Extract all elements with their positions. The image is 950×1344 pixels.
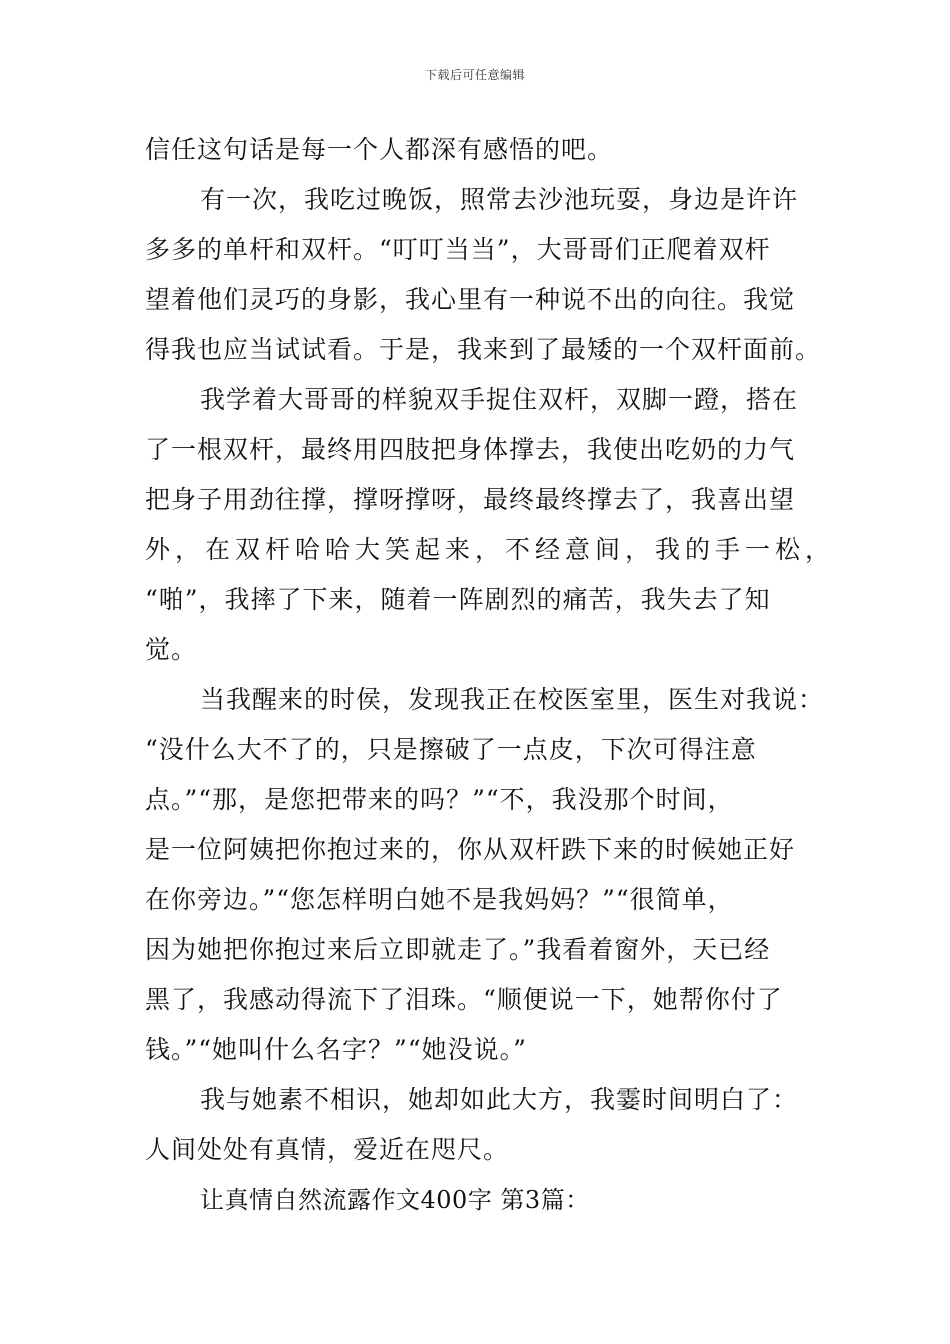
text-line: 信任这句话是每一个人都深有感悟的吧。	[145, 135, 614, 164]
section-heading: 让真情自然流露作文400字 第3篇：	[200, 1186, 590, 1214]
text-line: 外，在双杆哈哈大笑起来，不经意间，我的手一松，	[145, 535, 836, 564]
text-line: 黑了，我感动得流下了泪珠。“顺便说一下，她帮你付了	[145, 985, 783, 1014]
text-line: 是一位阿姨把你抱过来的，你从双杆跌下来的时候她正好	[145, 835, 796, 864]
text-line: 在你旁边。”“您怎样明白她不是我妈妈？”“很简单，	[145, 885, 734, 914]
text-line: 觉。	[145, 635, 198, 664]
text-line: 当我醒来的时侯，发现我正在校医室里，医生对我说：	[200, 685, 825, 714]
text-line: 把身子用劲往撑，撑呀撑呀，最终最终撑去了，我喜出望	[145, 485, 796, 514]
text-line: 我学着大哥哥的样貌双手捉住双杆，双脚一蹬，搭在	[200, 385, 799, 414]
text-line: 因为她把你抱过来后立即就走了。”我看着窗外，天已经	[145, 935, 771, 964]
text-line: 望着他们灵巧的身影，我心里有一种说不出的向往。我觉	[145, 285, 796, 314]
text-line: 了一根双杆，最终用四肢把身体撑去，我使出吃奶的力气	[145, 435, 796, 464]
text-line: 人间处处有真情，爱近在咫尺。	[145, 1135, 510, 1164]
text-line: “没什么大不了的，只是擦破了一点皮，下次可得注意	[145, 735, 757, 764]
text-line: 钱。”“她叫什么名字？”“她没说。”	[145, 1035, 527, 1064]
text-line: 得我也应当试试看。于是，我来到了最矮的一个双杆面前。	[145, 335, 822, 364]
text-line: 点。”“那，是您把带来的吗？”“不，我没那个时间，	[145, 785, 734, 814]
text-line: 我与她素不相识，她却如此大方，我霎时间明白了：	[200, 1085, 799, 1114]
text-line: “啪”，我摔了下来，随着一阵剧烈的痛苦，我失去了知	[145, 585, 771, 614]
document-body	[145, 125, 836, 1225]
text-line: 多多的单杆和双杆。“叮叮当当”，大哥哥们正爬着双杆	[145, 235, 771, 264]
text-line: 有一次，我吃过晚饭，照常去沙池玩耍，身边是许许	[200, 185, 799, 214]
page-header: 下载后可任意编辑	[424, 68, 525, 82]
